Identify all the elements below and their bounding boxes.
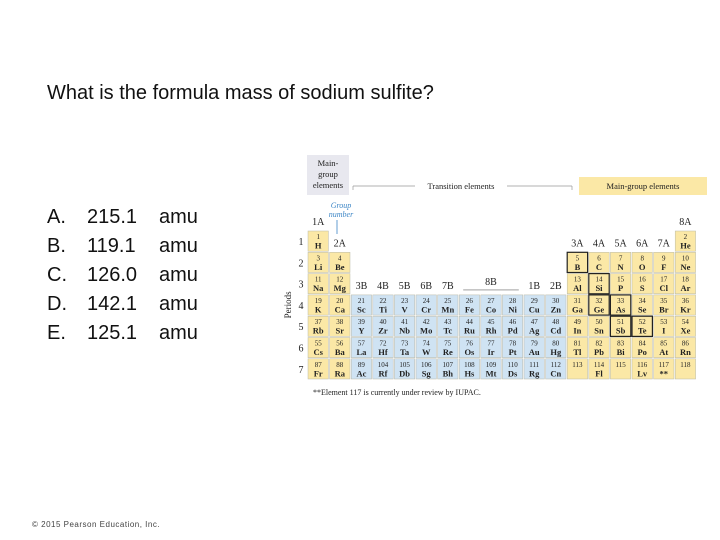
element-symbol: Cu (528, 304, 540, 315)
period-number: 3 (298, 279, 304, 291)
element-atomic-number: 23 (401, 296, 409, 305)
element-atomic-number: 43 (444, 318, 452, 327)
element-symbol: Sb (615, 325, 626, 336)
left-main-group-label: elements (312, 180, 344, 190)
element-symbol: Se (637, 304, 647, 315)
element-atomic-number: 56 (336, 339, 344, 348)
element-symbol: Rb (312, 325, 324, 336)
element-symbol: Be (335, 261, 345, 272)
element-atomic-number: 72 (379, 339, 387, 348)
element-atomic-number: 34 (638, 296, 646, 305)
element-atomic-number: 20 (336, 296, 344, 305)
answer-option-d (47, 290, 198, 319)
element-atomic-number: 37 (314, 318, 322, 327)
element-atomic-number: 74 (422, 339, 430, 348)
element-symbol: Ta (400, 347, 410, 357)
element-atomic-number: 44 (465, 318, 473, 327)
element-symbol: Tc (443, 325, 453, 336)
element-symbol: Y (358, 325, 365, 336)
element-symbol: Ir (487, 347, 495, 357)
group-label: 7B (441, 280, 454, 292)
element-atomic-number: 2 (683, 233, 688, 241)
element-symbol: Cs (313, 347, 323, 357)
group-label: 1A (312, 217, 325, 228)
element-symbol: Pb (594, 347, 604, 357)
element-symbol: Hf (378, 347, 388, 357)
element-atomic-number: 13 (573, 275, 581, 284)
element-atomic-number: 21 (357, 296, 365, 305)
element-symbol: Co (485, 304, 497, 315)
element-atomic-number: 29 (530, 296, 538, 305)
element-symbol: He (680, 240, 691, 251)
element-atomic-number: 24 (422, 296, 430, 305)
element-atomic-number: 39 (357, 318, 365, 327)
element-symbol: Rf (378, 368, 388, 379)
element-atomic-number: 3 (316, 254, 320, 263)
element-symbol: Ac (356, 368, 367, 379)
group-label: 8A (679, 217, 692, 228)
element-atomic-number: 51 (617, 318, 625, 327)
element-atomic-number: 53 (660, 318, 668, 327)
element-atomic-number: 31 (573, 296, 581, 305)
element-symbol: Au (528, 347, 540, 357)
periods-axis-label: Periods (283, 291, 293, 319)
element-atomic-number: 80 (552, 339, 560, 348)
element-symbol: Mt (485, 368, 497, 379)
element-symbol: ** (659, 368, 669, 379)
element-atomic-number: 19 (314, 296, 322, 305)
element-atomic-number: 106 (420, 360, 432, 369)
element-symbol: Rn (679, 347, 691, 357)
element-atomic-number: 54 (681, 318, 689, 327)
group-label: 5B (398, 280, 411, 292)
element-atomic-number: 113 (572, 360, 583, 369)
element-atomic-number: 16 (638, 275, 646, 284)
element-atomic-number: 112 (550, 360, 561, 369)
periodic-table-footnote: **Element 117 is currently under review by IUPAC. (313, 388, 481, 397)
element-atomic-number: 86 (681, 339, 689, 348)
element-symbol: Lv (637, 368, 648, 379)
element-symbol: Xe (680, 325, 691, 336)
element-atomic-number: 11 (314, 275, 322, 284)
element-symbol: Hg (550, 347, 562, 357)
answer-unit: amu (159, 322, 198, 344)
element-symbol: Mn (441, 304, 455, 315)
element-atomic-number: 73 (401, 339, 409, 348)
group-label: 3B (355, 280, 368, 292)
element-symbol: Cn (550, 368, 562, 379)
element-atomic-number: 104 (377, 360, 389, 369)
element-atomic-number: 7 (618, 254, 623, 263)
element-atomic-number: 36 (681, 296, 689, 305)
answer-unit: amu (159, 206, 198, 228)
group-label: 1B (528, 280, 541, 292)
element-atomic-number: 82 (595, 339, 603, 348)
element-atomic-number: 38 (336, 318, 344, 327)
periodic-table-figure (283, 150, 713, 400)
element-atomic-number: 115 (615, 360, 626, 369)
element-atomic-number: 50 (595, 318, 603, 327)
element-symbol: Ag (529, 325, 540, 336)
element-atomic-number: 14 (595, 275, 603, 284)
group-number-callout: Group (330, 201, 352, 210)
element-atomic-number: 28 (509, 296, 517, 305)
group-label: 7A (657, 238, 670, 250)
answer-letter: E. (47, 322, 66, 344)
group-label: 2A (333, 238, 346, 250)
element-symbol: Fe (464, 304, 474, 315)
element-atomic-number: 89 (357, 360, 365, 369)
answer-value: 119.1 (87, 235, 136, 257)
answer-letter: C. (47, 264, 67, 286)
element-symbol: V (401, 304, 408, 315)
element-symbol: Ga (571, 304, 583, 315)
answer-unit: amu (159, 264, 198, 286)
element-symbol: Br (659, 304, 669, 315)
element-symbol: Sr (335, 325, 345, 336)
element-atomic-number: 40 (379, 318, 387, 327)
element-symbol: O (638, 261, 646, 272)
element-atomic-number: 118 (680, 360, 691, 369)
element-symbol: S (639, 283, 645, 294)
element-atomic-number: 79 (530, 339, 538, 348)
element-symbol: Mo (420, 325, 433, 336)
question-text: What is the formula mass of sodium sulfite? (47, 82, 434, 104)
period-number: 6 (298, 343, 304, 355)
left-main-group-label: Main- (317, 158, 339, 168)
element-atomic-number: 105 (399, 360, 410, 369)
element-symbol: La (356, 347, 367, 357)
element-symbol: Ra (334, 368, 345, 379)
element-atomic-number: 1 (316, 233, 320, 241)
element-symbol: Db (399, 368, 411, 379)
element-symbol: Os (464, 347, 475, 357)
element-symbol: P (617, 283, 624, 294)
period-number: 2 (298, 258, 304, 270)
element-atomic-number: 30 (552, 296, 560, 305)
left-main-group-label: group (318, 169, 338, 179)
copyright-footer: © 2015 Pearson Education, Inc. (32, 520, 161, 529)
element-atomic-number: 47 (530, 318, 538, 327)
element-symbol: Zn (550, 304, 562, 315)
element-symbol: Pd (507, 325, 518, 336)
element-atomic-number: 78 (509, 339, 517, 348)
answer-option-a (47, 203, 198, 232)
element-symbol: Kr (680, 304, 691, 315)
element-symbol: Ne (680, 261, 691, 272)
element-atomic-number: 12 (336, 275, 344, 284)
group-label: 4B (377, 280, 389, 292)
element-atomic-number: 32 (595, 296, 603, 305)
element-symbol: Te (637, 325, 647, 336)
element-symbol: Na (313, 283, 324, 294)
group-label: 6B (420, 280, 433, 292)
answer-unit: amu (159, 293, 198, 315)
answer-list (47, 203, 198, 348)
element-symbol: Nb (399, 325, 411, 336)
element-atomic-number: 87 (314, 360, 322, 369)
element-symbol: F (661, 261, 667, 272)
element-symbol: As (615, 304, 626, 315)
element-atomic-number: 110 (507, 360, 518, 369)
element-symbol: Li (314, 261, 323, 272)
element-atomic-number: 109 (485, 360, 497, 369)
element-symbol: Rh (485, 325, 497, 336)
element-symbol: Zr (378, 325, 388, 336)
group-label: 4A (592, 238, 606, 250)
group-label: 3A (571, 238, 584, 250)
element-atomic-number: 75 (444, 339, 452, 348)
element-symbol: Cd (550, 325, 562, 336)
element-symbol: Si (595, 283, 603, 294)
answer-value: 215.1 (87, 206, 138, 228)
element-symbol: H (314, 240, 322, 251)
element-symbol: Ru (463, 325, 475, 336)
answer-letter: D. (47, 293, 67, 315)
element-atomic-number: 5 (575, 254, 580, 263)
element-atomic-number: 25 (444, 296, 452, 305)
element-atomic-number: 42 (422, 318, 430, 327)
element-atomic-number: 22 (379, 296, 387, 305)
element-atomic-number: 15 (617, 275, 625, 284)
element-symbol: Sc (357, 304, 366, 315)
element-symbol: Ca (334, 304, 345, 315)
element-atomic-number: 48 (552, 318, 560, 327)
element-atomic-number: 88 (336, 360, 344, 369)
answer-letter: B. (47, 235, 66, 257)
answer-value: 126.0 (87, 264, 138, 286)
period-number: 5 (298, 322, 304, 334)
element-symbol: At (659, 347, 669, 357)
group-number-callout: number (328, 210, 354, 219)
element-atomic-number: 85 (660, 339, 668, 348)
element-symbol: Mg (333, 283, 346, 294)
group-label: 8B (485, 276, 497, 288)
element-symbol: C (595, 261, 603, 272)
element-symbol: Ti (379, 304, 387, 315)
element-symbol: Al (573, 283, 582, 294)
element-symbol: Fr (313, 368, 323, 379)
element-atomic-number: 27 (487, 296, 495, 305)
element-atomic-number: 33 (617, 296, 625, 305)
answer-option-b (47, 232, 198, 261)
group-label: 2B (549, 280, 562, 292)
element-atomic-number: 111 (529, 360, 540, 369)
element-symbol: Pt (508, 347, 517, 357)
period-number: 4 (298, 300, 304, 312)
element-symbol: Ar (680, 283, 691, 294)
element-symbol: Re (442, 347, 453, 357)
element-symbol: W (421, 347, 431, 357)
element-symbol: Ge (593, 304, 605, 315)
element-atomic-number: 108 (464, 360, 475, 369)
element-symbol: Ba (334, 347, 345, 357)
element-atomic-number: 26 (465, 296, 473, 305)
element-symbol: Sn (594, 325, 604, 336)
element-atomic-number: 81 (573, 339, 581, 348)
answer-letter: A. (47, 206, 66, 228)
answer-option-e (47, 319, 198, 348)
element-atomic-number: 117 (658, 360, 669, 369)
element-symbol: Sg (421, 368, 431, 379)
element-atomic-number: 57 (357, 339, 365, 348)
right-main-group-label: Main-group elements (606, 181, 680, 191)
element-symbol: I (662, 325, 666, 336)
element-atomic-number: 114 (593, 360, 605, 369)
element-atomic-number: 76 (465, 339, 473, 348)
element-atomic-number: 9 (662, 254, 666, 263)
element-atomic-number: 77 (487, 339, 495, 348)
element-atomic-number: 18 (681, 275, 689, 284)
element-atomic-number: 83 (617, 339, 625, 348)
element-atomic-number: 4 (338, 254, 342, 263)
element-symbol: B (574, 261, 581, 272)
element-atomic-number: 52 (638, 318, 646, 327)
element-atomic-number: 49 (573, 318, 581, 327)
element-symbol: Hs (464, 368, 475, 379)
element-atomic-number: 41 (401, 318, 409, 327)
answer-unit: amu (159, 235, 198, 257)
element-symbol: Fl (595, 368, 603, 379)
element-atomic-number: 116 (637, 360, 648, 369)
element-symbol: Cr (421, 304, 432, 315)
period-number: 1 (298, 237, 304, 248)
element-symbol: In (573, 325, 582, 336)
element-symbol: Bh (442, 368, 454, 379)
element-symbol: N (617, 261, 624, 272)
element-atomic-number: 10 (681, 254, 689, 263)
answer-value: 125.1 (87, 322, 138, 344)
element-symbol: K (314, 304, 322, 315)
element-symbol: Ds (507, 368, 518, 379)
element-symbol: Tl (573, 347, 582, 357)
element-symbol: Cl (659, 283, 669, 294)
element-atomic-number: 6 (597, 254, 601, 263)
element-atomic-number: 45 (487, 318, 495, 327)
group-label: 5A (614, 238, 627, 250)
element-symbol: Ni (508, 304, 517, 315)
element-symbol: Rg (529, 368, 540, 379)
group-label: 6A (636, 238, 649, 250)
element-atomic-number: 84 (638, 339, 646, 348)
period-number: 7 (298, 364, 304, 376)
transition-elements-label: Transition elements (427, 181, 495, 191)
element-atomic-number: 46 (509, 318, 517, 327)
answer-value: 142.1 (87, 293, 138, 315)
element-symbol: Bi (616, 347, 625, 357)
element-atomic-number: 107 (442, 360, 454, 369)
element-atomic-number: 8 (640, 254, 644, 263)
element-atomic-number: 35 (660, 296, 668, 305)
element-atomic-number: 55 (314, 339, 322, 348)
element-atomic-number: 17 (660, 275, 668, 284)
answer-option-c (47, 261, 198, 290)
element-symbol: Po (637, 347, 647, 357)
